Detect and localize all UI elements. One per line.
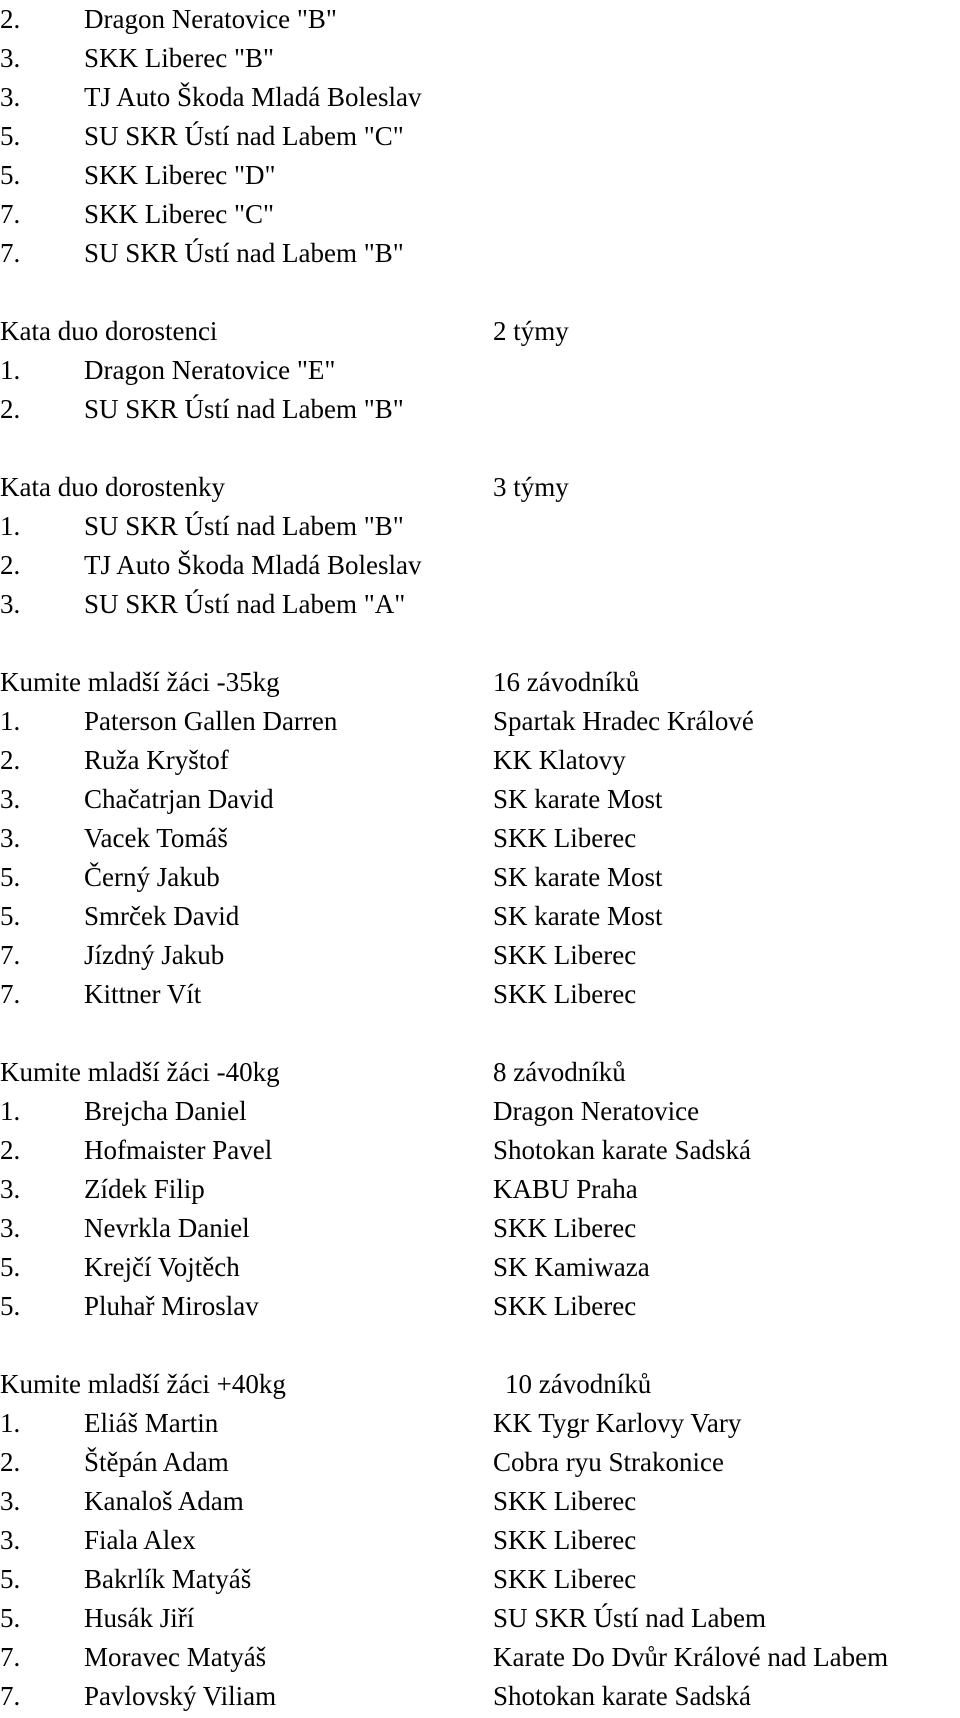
result-name: Pavlovský Viliam — [84, 1681, 277, 1711]
section-title: Kata duo dorostenci — [0, 316, 218, 346]
result-rank: 7. — [0, 199, 21, 229]
result-row — [0, 1560, 960, 1599]
result-rank: 7. — [0, 979, 21, 1009]
section-header — [0, 1365, 960, 1404]
result-row — [0, 1443, 960, 1482]
result-rank: 2. — [0, 745, 21, 775]
result-row — [0, 39, 960, 78]
result-name: Bakrlík Matyáš — [84, 1564, 252, 1594]
result-rank: 7. — [0, 1681, 21, 1711]
result-club: Spartak Hradec Králové — [493, 706, 754, 736]
result-name: SKK Liberec "C" — [84, 199, 275, 229]
result-rank: 5. — [0, 1291, 21, 1321]
result-name: Dragon Neratovice "E" — [84, 355, 336, 385]
result-row — [0, 1482, 960, 1521]
result-row — [0, 156, 960, 195]
result-name: Husák Jiří — [84, 1603, 195, 1633]
result-row — [0, 1287, 960, 1326]
result-name: Krejčí Vojtěch — [84, 1252, 240, 1282]
result-club: SK karate Most — [493, 862, 663, 892]
result-name: Fiala Alex — [84, 1525, 196, 1555]
section-header — [0, 312, 960, 351]
result-club: KABU Praha — [493, 1174, 638, 1204]
result-row — [0, 1092, 960, 1131]
result-club: SKK Liberec — [493, 1291, 637, 1321]
section-count: 8 závodníků — [493, 1057, 626, 1087]
result-rank: 5. — [0, 1603, 21, 1633]
result-club: Shotokan karate Sadská — [493, 1135, 751, 1165]
result-club: SU SKR Ústí nad Labem — [493, 1603, 766, 1633]
result-name: Paterson Gallen Darren — [84, 706, 338, 736]
result-club: KK Tygr Karlovy Vary — [493, 1408, 742, 1438]
result-rank: 3. — [0, 82, 21, 112]
result-name: Eliáš Martin — [84, 1408, 219, 1438]
result-name: SKK Liberec "B" — [84, 43, 275, 73]
result-rank: 1. — [0, 1096, 21, 1126]
result-name: Chačatrjan David — [84, 784, 274, 814]
result-rank: 3. — [0, 589, 21, 619]
result-name: SU SKR Ústí nad Labem "A" — [84, 589, 406, 619]
result-rank: 3. — [0, 823, 21, 853]
result-name: Kanaloš Adam — [84, 1486, 244, 1516]
result-row — [0, 546, 960, 585]
result-club: SK karate Most — [493, 784, 663, 814]
result-name: Nevrkla Daniel — [84, 1213, 250, 1243]
result-name: SKK Liberec "D" — [84, 160, 276, 190]
result-name: SU SKR Ústí nad Labem "B" — [84, 394, 404, 424]
result-name: Brejcha Daniel — [84, 1096, 247, 1126]
result-name: TJ Auto Škoda Mladá Boleslav — [84, 550, 422, 580]
result-rank: 2. — [0, 394, 21, 424]
result-row — [0, 390, 960, 429]
result-row — [0, 1170, 960, 1209]
section-title: Kata duo dorostenky — [0, 472, 225, 502]
result-rank: 3. — [0, 1525, 21, 1555]
result-row — [0, 1209, 960, 1248]
result-club: Karate Do Dvůr Králové nad Labem — [493, 1642, 889, 1672]
section-count: 10 závodníků — [505, 1369, 652, 1399]
result-club: SKK Liberec — [493, 940, 637, 970]
result-row — [0, 1638, 960, 1677]
result-row — [0, 195, 960, 234]
result-rank: 5. — [0, 1564, 21, 1594]
section-header — [0, 468, 960, 507]
result-rank: 7. — [0, 1642, 21, 1672]
result-rank: 2. — [0, 1447, 21, 1477]
result-name: Vacek Tomáš — [84, 823, 228, 853]
section-header — [0, 663, 960, 702]
result-row — [0, 819, 960, 858]
section-header — [0, 1053, 960, 1092]
result-row — [0, 117, 960, 156]
result-rank: 5. — [0, 1252, 21, 1282]
result-row — [0, 780, 960, 819]
result-row — [0, 585, 960, 624]
result-row — [0, 1521, 960, 1560]
result-rank: 3. — [0, 1486, 21, 1516]
section-count: 3 týmy — [493, 472, 569, 502]
result-rank: 3. — [0, 784, 21, 814]
result-row — [0, 351, 960, 390]
result-row — [0, 1677, 960, 1716]
result-name: TJ Auto Škoda Mladá Boleslav — [84, 82, 422, 112]
result-rank: 3. — [0, 1174, 21, 1204]
result-rank: 7. — [0, 238, 21, 268]
result-name: Hofmaister Pavel — [84, 1135, 273, 1165]
result-name: Moravec Matyáš — [84, 1642, 267, 1672]
result-row — [0, 858, 960, 897]
result-rank: 2. — [0, 4, 21, 34]
result-row — [0, 1404, 960, 1443]
result-name: Dragon Neratovice "B" — [84, 4, 337, 34]
result-club: SKK Liberec — [493, 1564, 637, 1594]
result-rank: 5. — [0, 862, 21, 892]
result-club: Cobra ryu Strakonice — [493, 1447, 724, 1477]
result-name: SU SKR Ústí nad Labem "B" — [84, 511, 404, 541]
result-club: SKK Liberec — [493, 1213, 637, 1243]
section-title: Kumite mladší žáci -35kg — [0, 667, 280, 697]
result-rank: 1. — [0, 1408, 21, 1438]
result-name: Ruža Kryštof — [84, 745, 229, 775]
result-club: KK Klatovy — [493, 745, 626, 775]
result-rank: 2. — [0, 1135, 21, 1165]
section-title: Kumite mladší žáci +40kg — [0, 1369, 286, 1399]
result-row — [0, 975, 960, 1014]
result-row — [0, 234, 960, 273]
result-name: Smrček David — [84, 901, 240, 931]
result-row — [0, 1599, 960, 1638]
result-rank: 1. — [0, 511, 21, 541]
result-rank: 1. — [0, 355, 21, 385]
result-row — [0, 78, 960, 117]
result-club: SK Kamiwaza — [493, 1252, 650, 1282]
result-row — [0, 1131, 960, 1170]
result-club: SKK Liberec — [493, 1486, 637, 1516]
result-rank: 3. — [0, 43, 21, 73]
section-count: 2 týmy — [493, 316, 569, 346]
result-rank: 3. — [0, 1213, 21, 1243]
result-name: Kittner Vít — [84, 979, 202, 1009]
result-club: SKK Liberec — [493, 1525, 637, 1555]
result-name: Zídek Filip — [84, 1174, 205, 1204]
result-rank: 5. — [0, 121, 21, 151]
result-club: Dragon Neratovice — [493, 1096, 700, 1126]
result-rank: 1. — [0, 706, 21, 736]
result-row — [0, 1248, 960, 1287]
result-name: SU SKR Ústí nad Labem "C" — [84, 121, 404, 151]
result-name: Pluhař Miroslav — [84, 1291, 259, 1321]
result-row — [0, 507, 960, 546]
section-count: 16 závodníků — [493, 667, 640, 697]
result-row — [0, 0, 960, 39]
result-row — [0, 702, 960, 741]
result-name: Jízdný Jakub — [84, 940, 225, 970]
result-rank: 5. — [0, 160, 21, 190]
result-rank: 2. — [0, 550, 21, 580]
result-club: SKK Liberec — [493, 823, 637, 853]
result-row — [0, 741, 960, 780]
result-name: Černý Jakub — [84, 862, 220, 892]
result-name: SU SKR Ústí nad Labem "B" — [84, 238, 404, 268]
result-club: SKK Liberec — [493, 979, 637, 1009]
result-row — [0, 897, 960, 936]
result-name: Štěpán Adam — [84, 1447, 229, 1477]
result-rank: 7. — [0, 940, 21, 970]
result-club: SK karate Most — [493, 901, 663, 931]
result-row — [0, 936, 960, 975]
section-title: Kumite mladší žáci -40kg — [0, 1057, 280, 1087]
result-rank: 5. — [0, 901, 21, 931]
result-club: Shotokan karate Sadská — [493, 1681, 751, 1711]
